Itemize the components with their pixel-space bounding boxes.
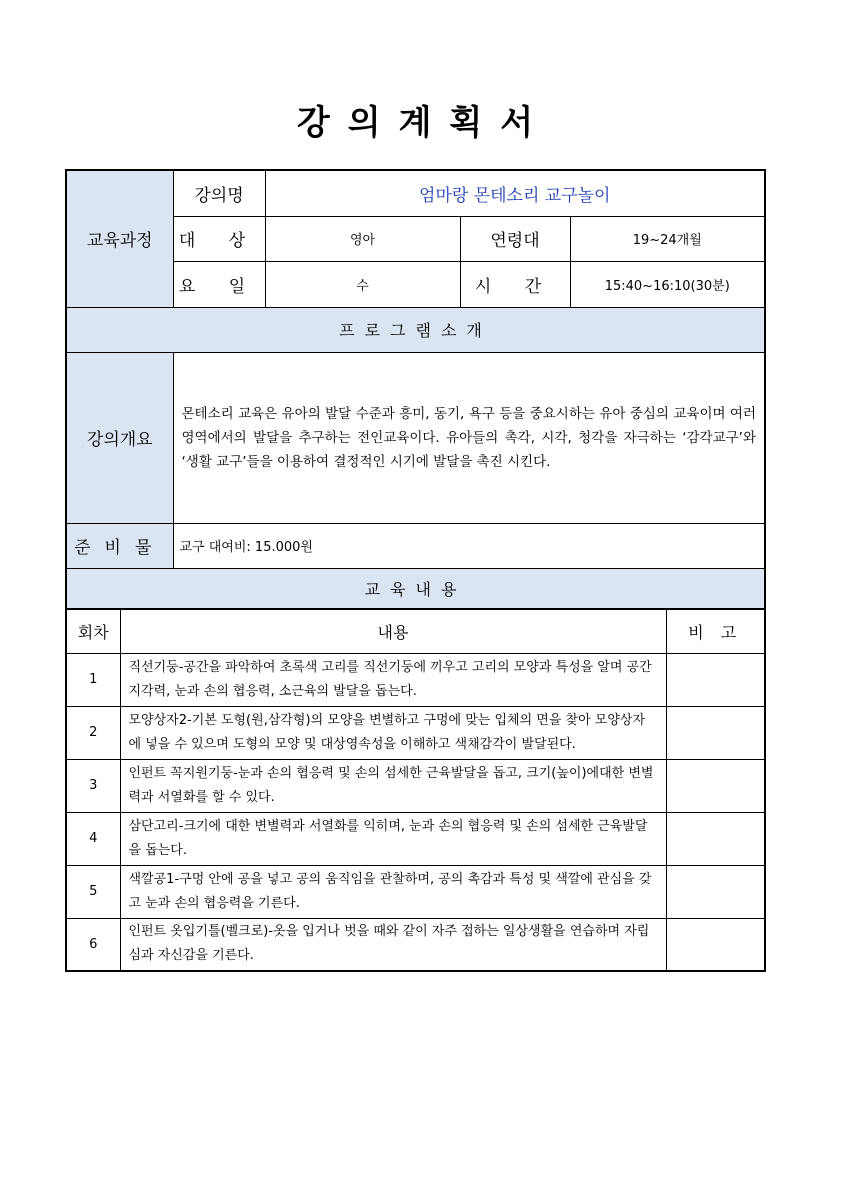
session-content: 모양상자2-기본 도형(원,삼각형)의 모양을 변별하고 구멍에 맞는 입체의 면을 찾아 모양상자에 넣을 수 있으며 도형의 모양 및 대상영속성을 이해하고 색채감각이 발달된다.	[120, 706, 666, 759]
round-header: 회차	[66, 609, 120, 653]
session-content: 직선기둥-공간을 파악하여 초록색 고리를 직선기둥에 끼우고 고리의 모양과 특성을 알며 공간 지각력, 눈과 손의 협응력, 소근육의 발달을 돕는다.	[120, 653, 666, 706]
table-row	[66, 918, 765, 971]
age-label: 연령대	[460, 216, 570, 261]
course-info-table	[65, 169, 766, 610]
session-content: 색깔공1-구멍 안에 공을 넣고 공의 움직임을 관찰하며, 공의 촉감과 특성 및 색깔에 관심을 갖고 눈과 손의 협응력을 기른다.	[120, 865, 666, 918]
summary-label: 강의개요	[66, 352, 173, 523]
session-note	[666, 759, 765, 812]
session-note	[666, 653, 765, 706]
page-title: 강의계획서	[296, 103, 552, 143]
target-value: 영아	[265, 216, 460, 261]
target-label: 대 상	[173, 216, 265, 261]
sessions-table	[65, 608, 766, 972]
day-label: 요 일	[173, 261, 265, 307]
round-number: 5	[66, 865, 120, 918]
education-content-heading: 교육내용	[66, 568, 765, 609]
table-row	[66, 759, 765, 812]
round-number: 3	[66, 759, 120, 812]
preparation-text: 교구 대여비: 15.000원	[173, 523, 765, 568]
note-header: 비 고	[666, 609, 765, 653]
session-content: 삼단고리-크기에 대한 변별력과 서열화를 익히며, 눈과 손의 협응력 및 손의 섬세한 근육발달을 돕는다.	[120, 812, 666, 865]
age-value: 19~24개월	[570, 216, 765, 261]
session-content: 인펀트 꼭지원기둥-눈과 손의 협응력 및 손의 섬세한 근육발달을 돕고, 크기(높이)에대한 변별력과 서열화를 할 수 있다.	[120, 759, 666, 812]
session-note	[666, 706, 765, 759]
session-note	[666, 918, 765, 971]
preparation-label: 준비물	[66, 523, 173, 568]
course-section-label: 교육과정	[66, 170, 173, 307]
round-number: 4	[66, 812, 120, 865]
summary-text: 몬테소리 교육은 유아의 발달 수준과 흥미, 동기, 욕구 등을 중요시하는 유아 중심의 교육이며 여러 영역에서의 발달을 추구하는 전인교육이다. 유아들의 촉각, 시각, 청각을 자극하는 ‘감각교구’와 ‘생활 교구’들을 이용하여 결정적인 시기에 발달을 촉진 시킨다.	[173, 352, 765, 523]
session-note	[666, 812, 765, 865]
table-row	[66, 706, 765, 759]
round-number: 1	[66, 653, 120, 706]
program-intro-heading: 프로그램소개	[66, 307, 765, 352]
table-row	[66, 812, 765, 865]
session-note	[666, 865, 765, 918]
day-value: 수	[265, 261, 460, 307]
table-row	[66, 865, 765, 918]
content-header: 내용	[120, 609, 666, 653]
time-value: 15:40~16:10(30분)	[570, 261, 765, 307]
course-name: 엄마랑 몬테소리 교구놀이	[265, 170, 765, 216]
time-label: 시 간	[460, 261, 570, 307]
round-number: 6	[66, 918, 120, 971]
course-name-label: 강의명	[173, 170, 265, 216]
table-row	[66, 653, 765, 706]
session-content: 인펀트 옷입기틀(벨크로)-옷을 입거나 벗을 때와 같이 자주 접하는 일상생활을 연습하며 자립심과 자신감을 기른다.	[120, 918, 666, 971]
round-number: 2	[66, 706, 120, 759]
